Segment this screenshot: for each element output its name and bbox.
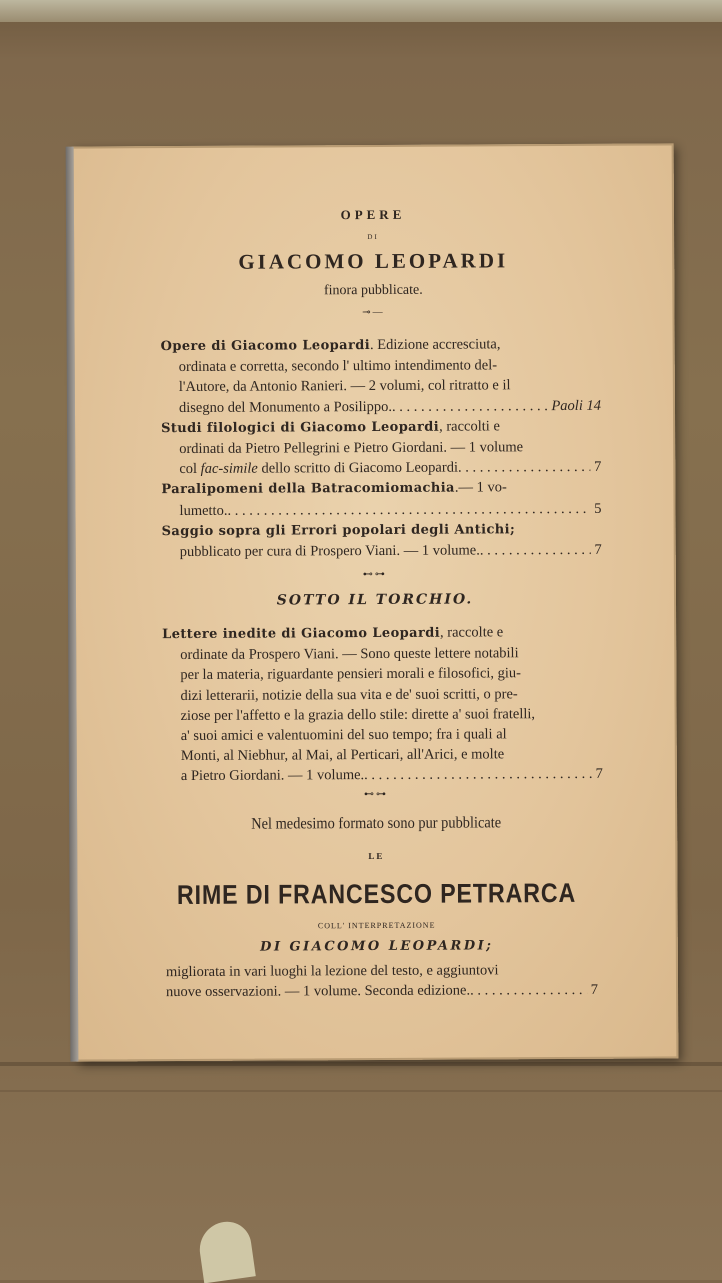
entry-text: ziose per l'affetto e la grazia dello stile: dirette a' suoi fratelli,	[180, 705, 536, 724]
leader-dots	[480, 540, 591, 561]
leader-dots	[470, 980, 587, 1001]
heading-subtitle: finora pubblicate.	[323, 282, 423, 299]
entry-price: 7	[594, 459, 602, 476]
top-strip	[0, 0, 722, 22]
entry-title: Lettere inedite di Giacomo Leopardi	[162, 625, 441, 643]
entry-price: 7	[594, 541, 602, 558]
entry-text: . Edizione accresciuta,	[369, 336, 501, 354]
cardboard-fold-2	[0, 1090, 722, 1092]
entry-text: pubblicato per cura di Prospero Viani. — 1 volume.	[179, 542, 480, 561]
entry-text: l'Autore, da Antonio Ranieri. — 2 volumi, col ritratto e il	[178, 377, 511, 396]
heading-author: GIACOMO LEOPARDI	[238, 248, 509, 274]
entry-text: , raccolti e	[439, 418, 500, 435]
list-item	[161, 477, 601, 521]
leader-dots	[227, 498, 590, 520]
leader-dots	[392, 396, 547, 417]
ornament-2: ⊷⊶	[362, 568, 387, 581]
entry-text: dizi letterarii, notizie della sua vita e de' suoi scritti, o pre-	[180, 685, 518, 704]
section-heading-in-press: SOTTO IL TORCHIO.	[276, 591, 474, 609]
entry-text: ordinati da Pietro Pellegrini e Pietro Giordani. — 1 volume	[179, 439, 524, 458]
entry-text: .— 1 vo-	[454, 479, 507, 497]
entry-price: 7	[590, 982, 599, 999]
entry-price: 7	[595, 766, 603, 783]
entry-price: Paoli 14	[551, 397, 602, 414]
entry-text: Monti, al Niebhur, al Mai, al Perticari, all'Arici, e molte	[180, 746, 505, 765]
list-item	[162, 519, 602, 563]
entry-text: lumetto.	[179, 502, 228, 519]
rime-title: RIME DI FRANCESCO PETRARCA	[176, 877, 577, 911]
ornament-3: ⊷⊶	[363, 788, 389, 801]
leader-dots	[458, 457, 590, 478]
entry-text: per la materia, riguardante pensieri morali e filosofici, giu-	[180, 665, 522, 684]
cardboard-fold	[0, 1062, 722, 1066]
entry-text: migliorata in vari luoghi la lezione del testo, e aggiuntovi	[165, 962, 499, 981]
entry-text: col	[179, 461, 201, 478]
list-item	[162, 622, 603, 787]
list-item	[161, 416, 601, 480]
in-press-list	[162, 622, 603, 787]
entry-text: dello scritto di Giacomo Leopardi	[257, 459, 459, 477]
entry-text: disegno del Monumento a Posilippo.	[178, 398, 393, 416]
entry-text: ordinata e corretta, secondo l' ultimo intendimento del-	[178, 357, 498, 376]
rime-description	[166, 960, 598, 1003]
entry-text: ordinate da Prospero Viani. — Sono queste lettere notabili	[180, 645, 519, 664]
entry-title: Studi filologici di Giacomo Leopardi	[161, 419, 440, 436]
also-published-heading: Nel medesimo formato sono pur pubblicate	[251, 814, 502, 833]
entry-title: Opere di Giacomo Leopardi	[160, 338, 371, 355]
heading-di: DI	[367, 232, 379, 242]
leader-dots	[364, 764, 592, 785]
entry-italic: fac-simile	[200, 460, 258, 478]
ornament-1: ⊸—	[362, 306, 385, 319]
entry-text: nuove osservazioni. — 1 volume. Seconda edizione.	[165, 982, 471, 1001]
entry-text: a' suoi amici e valentuomini del suo tempo; fra i quali al	[180, 726, 507, 745]
entry-text: , raccolte e	[439, 624, 504, 641]
entry-price: 5	[594, 500, 602, 517]
printed-sheet	[72, 143, 679, 1061]
list-item	[161, 334, 601, 418]
entry-text: a Pietro Giordani. — 1 volume.	[180, 767, 365, 785]
published-list	[161, 334, 602, 563]
entry-title: Saggio sopra gli Errori popolari degli Antichi;	[161, 522, 516, 539]
also-le: LE	[368, 850, 385, 862]
rime-coll: COLL' INTERPRETAZIONE	[317, 920, 436, 931]
entry-title: Paralipomeni della Batracomiomachia	[161, 481, 455, 498]
rime-author: DI GIACOMO LEOPARDI;	[260, 938, 494, 955]
heading-opere: OPERE	[340, 206, 406, 223]
